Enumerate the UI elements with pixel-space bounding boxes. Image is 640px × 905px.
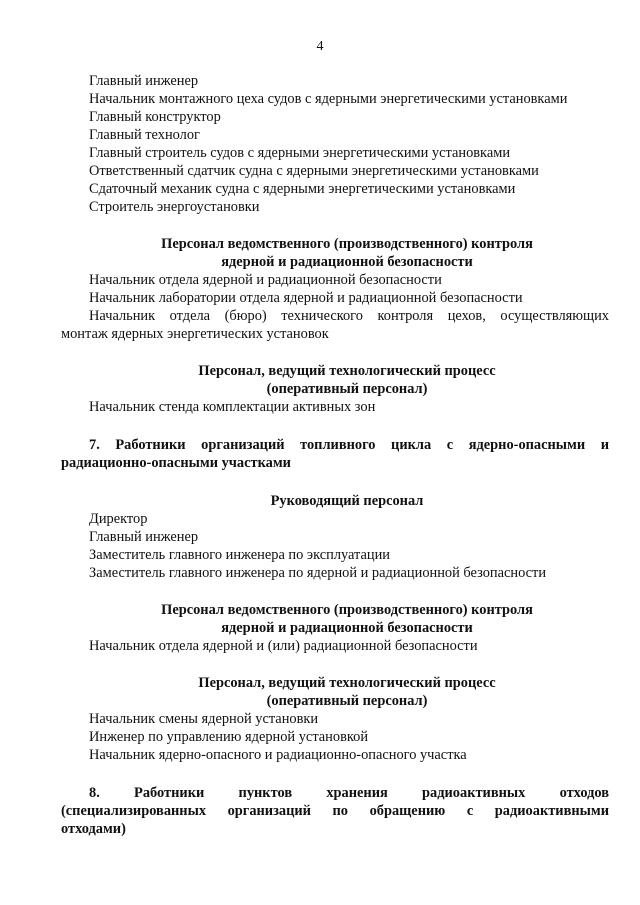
- heading-line: Персонал, ведущий технологический процесс: [198, 675, 496, 691]
- list-item: Строитель энергоустановки: [89, 199, 260, 215]
- heading-line: (оперативный персонал): [266, 693, 428, 709]
- position-list-4: [61, 510, 609, 582]
- list-item: Заместитель главного инженера по ядерной и радиационной безопасности: [89, 565, 547, 581]
- section-title-continuation: радиационно-опасными участками: [61, 455, 291, 471]
- list-item: Начальник смены ядерной установки: [89, 711, 319, 727]
- subsection-heading: [61, 362, 609, 398]
- document-body: [61, 72, 609, 838]
- list-item: Сдаточный механик судна с ядерными энергетическими установками: [89, 181, 516, 197]
- list-item: Начальник стенда комплектации активных зон: [89, 399, 376, 415]
- list-item: Начальник отдела ядерной и (или) радиационной безопасности: [89, 638, 478, 654]
- list-item: Начальник лаборатории отдела ядерной и радиационной безопасности: [89, 290, 523, 306]
- paragraph-continuation: монтаж ядерных энергетических установок: [61, 326, 329, 342]
- list-item: Главный строитель судов с ядерными энергетическими установками: [89, 145, 511, 161]
- section-7-title: [61, 436, 609, 472]
- heading-line: Персонал ведомственного (производственного) контроля: [161, 236, 533, 252]
- list-item: Главный инженер: [89, 529, 199, 545]
- list-item: Инженер по управлению ядерной установкой: [89, 729, 369, 745]
- list-item: Заместитель главного инженера по эксплуатации: [89, 547, 390, 563]
- list-item: Главный конструктор: [89, 109, 221, 125]
- list-item-paragraph: [61, 307, 609, 343]
- paragraph-first-line: Начальник отдела (бюро) технического контроля цехов, осуществляющих: [89, 308, 609, 324]
- list-item: Ответственный сдатчик судна с ядерными энергетическими установками: [89, 163, 539, 179]
- position-list-1: [61, 72, 609, 216]
- section-title-first-line: 8. Работники пунктов хранения радиоактивных отходов: [89, 785, 609, 801]
- position-list-2: [61, 271, 609, 343]
- heading-line: Персонал ведомственного (производственного) контроля: [161, 602, 533, 618]
- position-list-3: [61, 398, 609, 416]
- page-number: 4: [316, 39, 324, 54]
- section-title-first-line: 7. Работники организаций топливного цикла с ядерно-опасными и: [89, 437, 609, 453]
- list-item: Начальник монтажного цеха судов с ядерными энергетическими установками: [89, 91, 568, 107]
- section-title-second-line: (специализированных организаций по обращению с радиоактивными: [61, 803, 609, 819]
- list-item: Главный технолог: [89, 127, 200, 143]
- heading-line: Персонал, ведущий технологический процесс: [198, 363, 496, 379]
- list-item: Главный инженер: [89, 73, 199, 89]
- subsection-heading: [61, 674, 609, 710]
- subsection-heading: [61, 601, 609, 637]
- subsection-heading: [61, 492, 609, 510]
- list-item: Начальник ядерно-опасного и радиационно-опасного участка: [89, 747, 467, 763]
- heading-line: (оперативный персонал): [266, 381, 428, 397]
- section-title-continuation: отходами): [61, 821, 126, 837]
- list-item: Директор: [89, 511, 148, 527]
- heading-line: ядерной и радиационной безопасности: [221, 620, 473, 636]
- position-list-6: [61, 710, 609, 764]
- section-8-title: [61, 784, 609, 838]
- list-item: Начальник отдела ядерной и радиационной безопасности: [89, 272, 442, 288]
- heading-line: ядерной и радиационной безопасности: [221, 254, 473, 270]
- position-list-5: [61, 637, 609, 655]
- subsection-heading: [61, 235, 609, 271]
- heading-line: Руководящий персонал: [270, 493, 424, 509]
